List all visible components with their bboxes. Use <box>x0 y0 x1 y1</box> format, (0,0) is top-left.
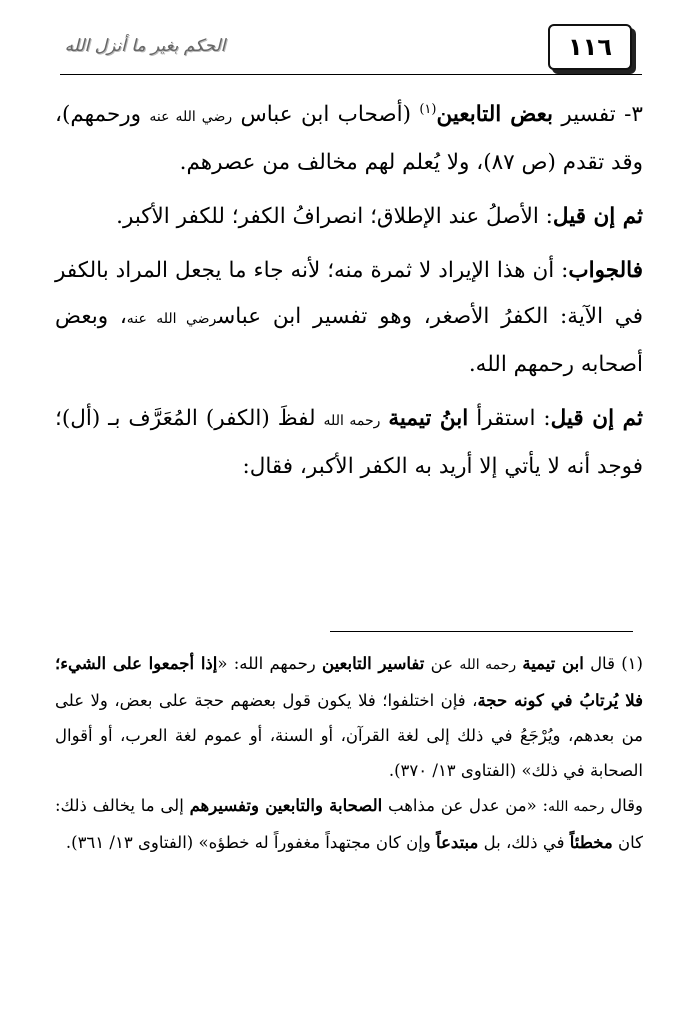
honorific-glyph: رحمه الله <box>459 657 517 673</box>
bold-term: الصحابة والتابعين وتفسيرهم <box>189 796 383 815</box>
text-span: (أصحاب ابن عباس <box>240 102 411 127</box>
footnotes <box>55 646 643 860</box>
page-number: ١١٦ <box>568 33 612 61</box>
bold-lead: ثم إن قيل <box>552 204 643 229</box>
text-span: : الأصلُ عند الإطلاق؛ انصرافُ الكفر؛ للكفر الأكبر. <box>116 204 553 229</box>
bold-name: ابنُ تيمية <box>388 406 469 431</box>
bold-term: مبتدعاً <box>436 833 479 852</box>
text-span: رحمهم الله: « <box>217 654 316 673</box>
footnote-divider <box>330 631 633 632</box>
text-span: تفسير <box>561 102 616 127</box>
footnote-2 <box>55 788 643 860</box>
text-span: وقال <box>610 796 643 815</box>
honorific-glyph: رحمه الله <box>548 799 605 815</box>
footnote-1 <box>55 646 643 788</box>
bold-term: بعض التابعين <box>436 102 553 127</box>
paragraph-question-1 <box>55 194 643 240</box>
text-span: ورحمهم)، وقد تقدم (ص ٨٧)، ولا يُعلم لهم مخالف من عصرهم. <box>55 102 643 175</box>
footnote-ref: (١) <box>419 101 437 117</box>
paragraph-3 <box>55 92 643 186</box>
text-span: : «من عدل عن مذاهب <box>388 796 549 815</box>
text-span: : استقرأ <box>476 406 551 431</box>
honorific-glyph: رضي الله عنه <box>126 311 218 327</box>
main-text <box>55 92 643 502</box>
bold-term: مخطئاً <box>569 833 613 852</box>
bold-quote: إذا أجمعوا على الشيء؛ فلا يُرتابُ في كونه حجة <box>55 654 643 710</box>
text-span: في ذلك، بل <box>483 833 565 852</box>
text-span: : أن هذا الإيراد لا ثمرة منه؛ لأنه جاء ما يجعل المراد بالكفر في الآية: الكفرُ الأصغر، وهو تفسير ابن عباس <box>55 258 644 329</box>
footnote-number: (١) <box>621 654 643 673</box>
text-span: لفظَ (الكفر) المُعَرَّف بـ (أل)؛ فوجد أنه لا يأتي إلا أريد به الكفر الأكبر، فقال: <box>55 406 643 479</box>
bold-name: ابن تيمية <box>522 654 584 673</box>
header-divider <box>60 74 642 75</box>
paragraph-question-2 <box>55 396 643 490</box>
bold-term: تفاسير التابعين <box>322 654 425 673</box>
honorific-glyph: رحمه الله <box>323 413 381 429</box>
paragraph-answer <box>55 248 643 388</box>
text-span: عن <box>430 654 454 673</box>
book-title-calligraphy: الحكم بغير ما أنزل الله <box>64 36 226 56</box>
honorific-glyph: رضي الله عنه <box>149 109 233 125</box>
text-span: ، وبعض أصحابه رحمهم الله. <box>55 304 643 377</box>
text-span: إلى ما يخالف ذلك: كان <box>55 796 643 852</box>
text-span: قال <box>590 654 615 673</box>
bold-lead: ثم إن قيل <box>550 406 643 431</box>
bold-lead: فالجواب <box>568 258 643 283</box>
text-span: ، فإن اختلفوا؛ فلا يكون قول بعضهم حجة على بعض، ولا على من بعدهم، ويُرْجَعُ في ذلك إلى لغة القرآن، أو السنة، أو عموم لغة العرب، أو أقوال الصحابة في ذلك» (الفتاوى ١٣/ ٣٧٠). <box>55 691 643 780</box>
page-number-box <box>548 24 632 70</box>
text-span: وإن كان مجتهداً مغفوراً له خطؤه» (الفتاوى ١٣/ ٣٦١). <box>65 833 431 852</box>
item-number: ٣- <box>624 102 643 127</box>
